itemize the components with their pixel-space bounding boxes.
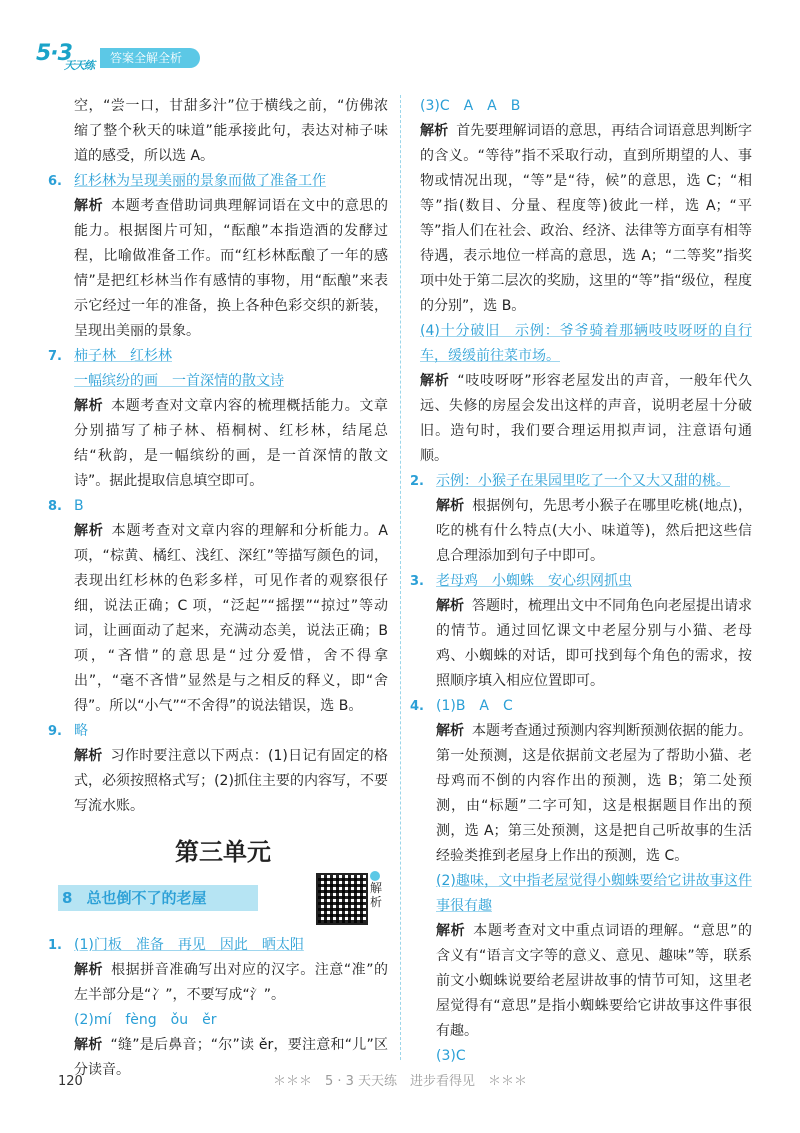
analysis-label: 解析 [74, 398, 104, 414]
qr-label: 解析 [370, 881, 383, 909]
question-9 [48, 719, 388, 819]
header-tag: 答案全解全析 [100, 48, 200, 68]
analysis-label: 解析 [74, 198, 104, 214]
question-number: 4. [410, 699, 424, 714]
analysis-text: 首先要理解词语的意思，再结合词语意思判断字的含义。“等待”指不采取行动，直到所期望的人、事物或情况出现，“等”是“待，候”的意思，选 C；“相等”指(数目、分量、程度等)彼此一样，选 A；“平等”指人们在社会、政治、经济、法律等方面享有相等待遇，表示地位一样高的意思，选 A；“二等奖”指奖项中处于第二层次的奖励，这里的“等”指“级位，程度的分别”，选 B。 [420, 123, 753, 314]
analysis-label: 解析 [74, 748, 103, 764]
answer-text: (4)十分破旧 示例：爷爷骑着那辆吱吱呀呀的自行车，缓缓前往菜市场。 [420, 323, 752, 364]
analysis-text: 本题考查借助词典理解词语在文中的意思的能力。根据图片可知，“酝酿”本指造酒的发酵过程，比喻做准备工作。而“红杉林酝酿了一年的感情”是把红杉林当作有感情的事物，用“酝酿”来表示它经过一年的准备，换上各种色彩交织的新装，呈现出美丽的景象。 [74, 198, 389, 339]
play-icon [370, 871, 380, 881]
analysis-text: “缝”是后鼻音；“尔”读 ěr，要注意和“儿”区分读音。 [74, 1037, 389, 1078]
question-7 [48, 344, 389, 494]
continued-text: 空，“尝一口，甘甜多汁”位于横线之前，“仿佛浓缩了整个秋天的味道”能承接此句，表达对柿子味道的感受，所以选 A。 [74, 98, 388, 164]
analysis-text: 本题考查对文中重点词语的理解。“意思”的含义有“语言文字等的意义、意见、趣味”等，联系前文小蜘蛛说要给老屋讲故事的情节可知，这里老屋觉得有“意思”是指小蜘蛛要给它讲故事这件事很有趣。 [436, 923, 753, 1039]
analysis-text: 习作时要注意以下两点：(1)日记有固定的格式，必须按照格式写；(2)抓住主要的内容写，不要写流水账。 [74, 748, 388, 814]
page-footer [0, 1072, 800, 1092]
column-divider [400, 95, 401, 1060]
question-8 [48, 494, 389, 719]
question-4 [410, 694, 753, 1069]
unit-title: 第三单元 [175, 838, 271, 866]
question-number: 3. [410, 574, 424, 589]
analysis-label: 解析 [420, 123, 449, 139]
lesson-title: 总也倒不了的老屋 [86, 889, 207, 907]
answer-text: (1)B A C [436, 698, 513, 714]
analysis-text: 本题考查对文章内容的理解和分析能力。A 项，“棕黄、橘红、浅红、深红”等描写颜色的词，表现出红杉林的色彩多样，可见作者的观察很仔细，说法正确；C 项，“泛起”“摇摆”“掠过”等动词，让画面动了起来，充满动态美，说法正确；B 项，“吝惜”的意思是“过分爱惜，舍不得拿出”，“毫不吝惜”显然是与之相反的释义，即“舍得”。所以“小气”“不舍得”的说法错误，选 B。 [74, 523, 389, 714]
question-number: 8. [48, 499, 62, 514]
answer-text: (1)门板 准备 再见 因此 晒太阳 [74, 937, 304, 953]
answer-text: (3)C [436, 1048, 466, 1064]
answer-text: 一幅缤纷的画 一首深情的散文诗 [74, 373, 284, 389]
analysis-label: 解析 [436, 723, 464, 739]
question-number: 2. [410, 474, 424, 489]
question-number: 6. [48, 174, 62, 189]
analysis-label: 解析 [74, 523, 104, 539]
analysis-text: 根据例句，先思考小猴子在哪里吃桃(地点)，吃的桃有什么特点(大小、味道等)，然后把这些信息合理添加到句子中即可。 [436, 498, 752, 564]
analysis-label: 解析 [436, 598, 464, 614]
qr-code-icon[interactable] [316, 873, 368, 925]
brand-logo [36, 36, 106, 72]
logo-subtext: 天天练 [64, 59, 94, 72]
answer-text: B [74, 498, 84, 514]
lesson-number: 8 [62, 889, 73, 907]
analysis-text: 答题时，梳理出文中不同角色向老屋提出请求的情节。通过回忆课文中老屋分别与小猫、老母鸡、小蜘蛛的对话，即可找到每个角色的需求，按照顺序填入相应位置即可。 [436, 598, 752, 689]
analysis-text: 本题考查对文章内容的梳理概括能力。文章分别描写了柿子林、梧桐树、红杉林，结尾总结“秋韵，是一幅缤纷的画，是一首深情的散文诗”。据此提取信息填空即可。 [74, 398, 389, 489]
answer-text: 柿子林 红杉林 [74, 348, 172, 364]
answer-text: 红杉林为呈现美丽的景象而做了准备工作 [74, 173, 326, 189]
analysis-label: 解析 [74, 1037, 103, 1053]
logo-text: 5·3 [36, 41, 72, 66]
question-number: 7. [48, 349, 62, 364]
question-number: 1. [48, 938, 62, 953]
answer-text: (3)C A A B [420, 98, 521, 114]
question-3 [410, 569, 752, 694]
analysis-label: 解析 [74, 962, 104, 978]
question-number: 9. [48, 724, 62, 739]
analysis-text: “吱吱呀呀”形容老屋发出的声音，一般年代久远、失修的房屋会发出这样的声音，说明老屋十分破旧。造句时，我们要合理运用拟声词，注意语句通顺。 [420, 373, 753, 464]
analysis-text: 根据拼音准确写出对应的汉字。注意“准”的左半部分是“冫”，不要写成“氵”。 [74, 962, 388, 1003]
left-column [48, 94, 389, 1083]
answer-text: 略 [74, 723, 88, 739]
right-column [410, 94, 753, 1069]
analysis-label: 解析 [420, 373, 450, 389]
analysis-label: 解析 [436, 923, 466, 939]
lesson-band [58, 885, 258, 911]
answer-text: (2)趣味，文中指老屋觉得小蜘蛛要给它讲故事这件事很有趣 [436, 873, 752, 914]
question-2 [410, 469, 752, 569]
answer-text: 示例：小猴子在果园里吃了一个又大又甜的桃。 [436, 473, 730, 489]
footer-slogan: ＊＊＊ 5 · 3 天天练 进步看得见 ＊＊＊ [272, 1074, 528, 1089]
answer-text: 老母鸡 小蜘蛛 安心织网抓虫 [436, 573, 632, 589]
question-6 [48, 169, 389, 344]
question-1 [48, 933, 389, 1083]
lesson-header [58, 875, 388, 933]
page-header [0, 0, 800, 80]
answer-text: (2)mí fèng ǒu ěr [74, 1012, 217, 1028]
analysis-text: 本题考查通过预测内容判断预测依据的能力。第一处预测，这是依据前文老屋为了帮助小猫、老母鸡而不倒的内容作出的预测，选 B；第二处预测，由“标题”二字可知，这是根据题目作出的预测，选 A；第三处预测，这是把自己听故事的生活经验类推到老屋身上作出的预测，选 C。 [436, 723, 752, 864]
page-number: 120 [58, 1074, 83, 1089]
analysis-label: 解析 [436, 498, 465, 514]
